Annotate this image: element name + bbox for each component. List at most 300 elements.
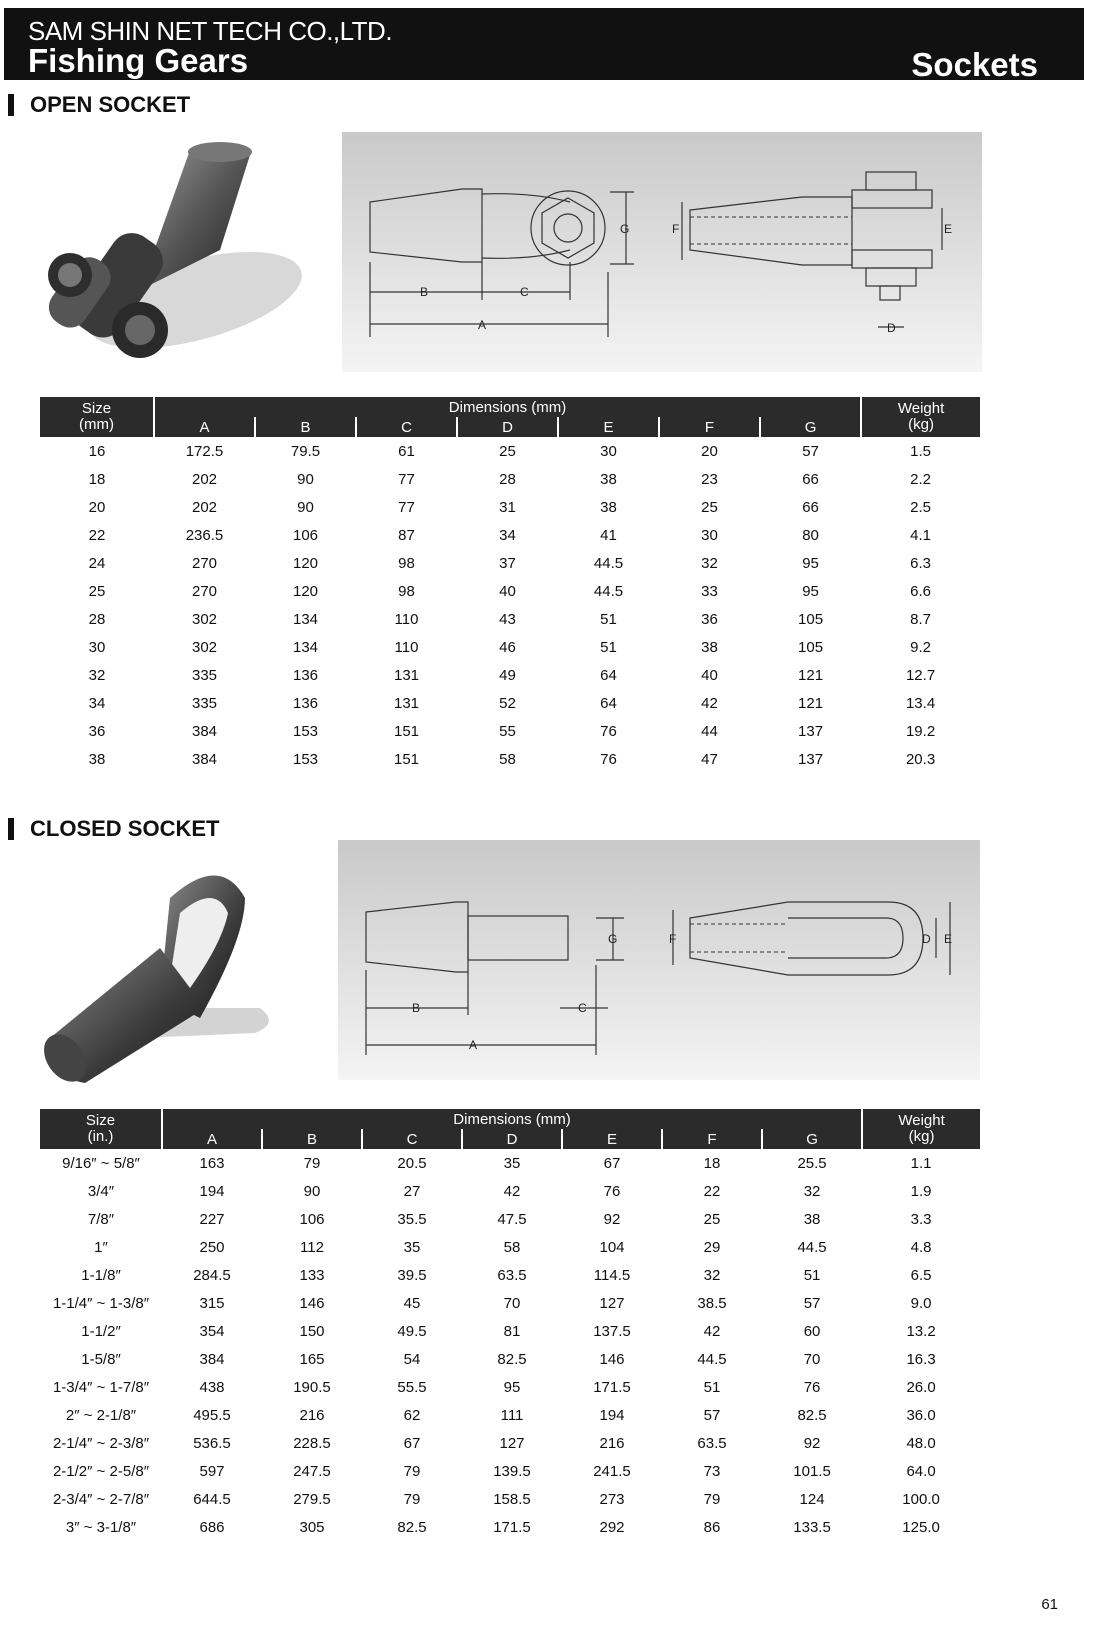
dimension-cell: 38 <box>803 1210 821 1228</box>
dimension-cell: 67 <box>603 1154 621 1172</box>
dimension-cell: 315 <box>199 1294 225 1312</box>
weight-cell: 4.8 <box>910 1238 932 1256</box>
size-cell: 20 <box>88 498 106 516</box>
dimension-cell: 55 <box>499 722 516 740</box>
size-cell: 22 <box>88 526 106 544</box>
heading-bar <box>8 94 14 116</box>
dimension-cell: 95 <box>503 1378 521 1396</box>
dimension-cell: 151 <box>393 722 420 740</box>
dimension-cell: 77 <box>398 498 415 516</box>
dimension-cell: 241.5 <box>593 1462 631 1480</box>
dimension-cell: 44.5 <box>797 1238 827 1256</box>
column-header-g: G <box>762 1129 862 1149</box>
weight-cell: 3.3 <box>910 1210 932 1228</box>
weight-cell: 48.0 <box>906 1434 936 1452</box>
closed-label-f: F <box>669 932 677 946</box>
dimension-cell: 104 <box>599 1238 625 1256</box>
dimension-cell: 171.5 <box>593 1378 631 1396</box>
size-cell: 2-1/4″ ~ 2-3/8″ <box>52 1434 150 1452</box>
closed-label-g: G <box>608 932 618 946</box>
dimension-cell: 110 <box>394 638 419 656</box>
weight-cell: 2.2 <box>910 470 931 488</box>
dimension-cell: 335 <box>191 694 218 712</box>
dimension-cell: 38.5 <box>697 1294 727 1312</box>
column-header-a: A <box>162 1129 262 1149</box>
dimension-cell: 172.5 <box>185 442 224 460</box>
weight-cell: 125.0 <box>902 1518 940 1536</box>
table-row <box>40 437 980 465</box>
dimension-cell: 139.5 <box>493 1462 531 1480</box>
dimension-cell: 137 <box>798 750 824 768</box>
dimension-cell: 64 <box>600 694 617 712</box>
dimension-cell: 60 <box>803 1322 821 1340</box>
dimension-cell: 58 <box>499 750 516 768</box>
weight-cell: 26.0 <box>906 1378 936 1396</box>
dimension-cell: 57 <box>703 1406 721 1424</box>
dimension-cell: 38 <box>701 638 718 656</box>
weight-cell: 8.7 <box>910 610 931 628</box>
dimension-cell: 49.5 <box>397 1322 427 1340</box>
closed-label-e: E <box>944 932 953 946</box>
dimension-cell: 121 <box>798 666 824 684</box>
dimension-cell: 35.5 <box>397 1210 427 1228</box>
size-cell: 2″ ~ 2-1/8″ <box>65 1406 137 1424</box>
dimension-cell: 44.5 <box>593 582 624 600</box>
table-row <box>40 1457 980 1485</box>
dimension-cell: 79 <box>703 1490 721 1508</box>
size-cell: 7/8″ <box>87 1210 115 1228</box>
open-label-g: G <box>620 222 630 236</box>
size-cell: 1-5/8″ <box>81 1350 121 1368</box>
dimension-cell: 131 <box>393 694 420 712</box>
dimension-cell: 279.5 <box>293 1490 331 1508</box>
size-cell: 1-3/4″ ~ 1-7/8″ <box>52 1378 150 1396</box>
size-cell: 1-1/2″ <box>81 1322 121 1340</box>
size-cell: 18 <box>88 470 106 488</box>
size-cell: 30 <box>88 638 106 656</box>
column-header-d: D <box>457 417 558 437</box>
closed-label-c: C <box>578 1001 587 1015</box>
dimension-cell: 106 <box>299 1210 325 1228</box>
closed-socket-photo <box>30 858 290 1088</box>
dimension-cell: 121 <box>798 694 824 712</box>
dimension-cell: 77 <box>398 470 415 488</box>
dimension-cell: 76 <box>600 722 617 740</box>
size-cell: 16 <box>88 442 106 460</box>
dimension-cell: 111 <box>500 1406 524 1424</box>
dimension-cell: 57 <box>802 442 819 460</box>
dimension-cell: 165 <box>299 1350 325 1368</box>
dimension-cell: 284.5 <box>193 1266 231 1284</box>
column-header-g: G <box>760 417 861 437</box>
table-row <box>40 1429 980 1457</box>
weight-cell: 36.0 <box>906 1406 936 1424</box>
dimension-cell: 95 <box>802 554 819 572</box>
dimension-cell: 92 <box>603 1210 621 1228</box>
dimension-cell: 202 <box>191 498 218 516</box>
dimension-cell: 120 <box>292 554 319 572</box>
table-row <box>40 549 980 577</box>
dimension-cell: 42 <box>701 694 718 712</box>
weight-cell: 6.6 <box>910 582 931 600</box>
dimension-cell: 292 <box>599 1518 625 1536</box>
weight-cell: 13.4 <box>905 694 936 712</box>
table-row <box>40 577 980 605</box>
dimension-cell: 38 <box>600 470 617 488</box>
closed-socket-title: CLOSED SOCKET <box>30 816 220 841</box>
table-row <box>40 1401 980 1429</box>
weight-cell: 6.3 <box>910 554 931 572</box>
column-header-f: F <box>659 417 760 437</box>
dimension-cell: 30 <box>600 442 617 460</box>
column-header-c: C <box>356 417 457 437</box>
dimension-cell: 79 <box>403 1462 421 1480</box>
dimension-cell: 66 <box>802 498 819 516</box>
closed-socket-table <box>40 1109 980 1541</box>
dimension-cell: 270 <box>191 554 218 572</box>
dimension-cell: 44 <box>701 722 718 740</box>
weight-cell: 9.2 <box>910 638 931 656</box>
dimension-cell: 384 <box>191 750 218 768</box>
dimension-cell: 40 <box>499 582 516 600</box>
weight-cell: 19.2 <box>905 722 936 740</box>
dimension-cell: 90 <box>297 470 314 488</box>
dimension-cell: 133.5 <box>793 1518 831 1536</box>
weight-cell: 64.0 <box>906 1462 936 1480</box>
weight-cell: 1.1 <box>910 1154 932 1172</box>
dimension-cell: 114.5 <box>593 1266 631 1284</box>
dimension-cell: 384 <box>199 1350 225 1368</box>
closed-label-b: B <box>412 1001 421 1015</box>
dimension-cell: 112 <box>300 1238 324 1256</box>
weight-header: Weight (kg) <box>862 1109 980 1149</box>
dimension-cell: 79 <box>403 1490 421 1508</box>
dimension-cell: 202 <box>191 470 218 488</box>
column-header-b: B <box>262 1129 362 1149</box>
dimension-cell: 247.5 <box>293 1462 331 1480</box>
dimension-cell: 76 <box>600 750 617 768</box>
size-cell: 24 <box>88 554 106 572</box>
size-cell: 1-1/4″ ~ 1-3/8″ <box>52 1294 150 1312</box>
dimension-cell: 190.5 <box>293 1378 331 1396</box>
dimension-cell: 41 <box>600 526 617 544</box>
dimension-cell: 137 <box>798 722 824 740</box>
dimension-cell: 58 <box>503 1238 521 1256</box>
dimension-cell: 36 <box>701 610 718 628</box>
dimension-cell: 131 <box>393 666 420 684</box>
size-cell: 36 <box>88 722 106 740</box>
dimension-cell: 120 <box>292 582 319 600</box>
table-row <box>40 1373 980 1401</box>
dimension-cell: 136 <box>292 666 319 684</box>
dimension-cell: 354 <box>199 1322 225 1340</box>
dimension-cell: 44.5 <box>593 554 624 572</box>
dimension-cell: 34 <box>499 526 516 544</box>
table-row <box>40 745 980 773</box>
closed-label-d: D <box>922 932 931 946</box>
open-socket-heading <box>8 92 190 118</box>
dimension-cell: 250 <box>199 1238 225 1256</box>
dimension-cell: 35 <box>503 1154 521 1172</box>
dimension-cell: 127 <box>499 1434 525 1452</box>
dimension-cell: 23 <box>701 470 718 488</box>
dimension-cell: 98 <box>398 582 415 600</box>
weight-cell: 6.5 <box>910 1266 932 1284</box>
product-line: Fishing Gears <box>28 42 249 79</box>
dimension-cell: 227 <box>199 1210 225 1228</box>
weight-cell: 12.7 <box>905 666 936 684</box>
dimension-cell: 302 <box>191 610 218 628</box>
dimension-cell: 438 <box>199 1378 225 1396</box>
dimension-cell: 39.5 <box>397 1266 427 1284</box>
dimension-cell: 110 <box>394 610 419 628</box>
page-number: 61 <box>1041 1596 1058 1613</box>
dimension-cell: 137.5 <box>593 1322 631 1340</box>
open-label-c: C <box>520 285 529 299</box>
dimension-cell: 25 <box>701 498 718 516</box>
open-label-e: E <box>944 222 953 236</box>
size-cell: 32 <box>88 666 106 684</box>
dimension-cell: 35 <box>403 1238 421 1256</box>
dimension-cell: 49 <box>499 666 516 684</box>
dimension-cell: 57 <box>803 1294 821 1312</box>
dimension-cell: 153 <box>292 750 319 768</box>
dimension-cell: 335 <box>191 666 218 684</box>
dimension-cell: 51 <box>600 610 617 628</box>
dimension-cell: 38 <box>600 498 617 516</box>
size-cell: 38 <box>88 750 106 768</box>
closed-socket-heading <box>8 816 219 842</box>
dimension-cell: 42 <box>503 1182 521 1200</box>
dimension-cell: 171.5 <box>493 1518 531 1536</box>
dimension-cell: 45 <box>403 1294 421 1312</box>
column-header-e: E <box>562 1129 662 1149</box>
dimension-cell: 66 <box>802 470 819 488</box>
dimension-cell: 63.5 <box>497 1266 527 1284</box>
dimension-cell: 82.5 <box>397 1518 427 1536</box>
page-header <box>4 8 1084 83</box>
heading-bar <box>8 818 14 840</box>
dimension-cell: 20 <box>701 442 718 460</box>
dimension-cell: 216 <box>299 1406 325 1424</box>
dimension-cell: 644.5 <box>193 1490 231 1508</box>
dimension-cell: 79 <box>303 1154 321 1172</box>
dimension-cell: 67 <box>403 1434 421 1452</box>
dimension-cell: 51 <box>703 1378 721 1396</box>
dimension-cell: 32 <box>803 1182 821 1200</box>
table-row <box>40 1205 980 1233</box>
dimension-cell: 46 <box>499 638 516 656</box>
dimension-cell: 20.5 <box>397 1154 427 1172</box>
dimension-cell: 73 <box>703 1462 721 1480</box>
dimension-cell: 25.5 <box>797 1154 827 1172</box>
dimension-cell: 33 <box>701 582 718 600</box>
dimension-cell: 597 <box>199 1462 225 1480</box>
weight-cell: 20.3 <box>905 750 936 768</box>
dimension-cell: 106 <box>292 526 319 544</box>
dimensions-header: Dimensions (mm) <box>162 1109 862 1129</box>
size-cell: 3/4″ <box>87 1182 115 1200</box>
dimension-cell: 194 <box>199 1182 225 1200</box>
table-row <box>40 1513 980 1541</box>
column-header-a: A <box>154 417 255 437</box>
size-header: Size (in.) <box>40 1109 162 1149</box>
dimension-cell: 146 <box>299 1294 325 1312</box>
dimension-cell: 51 <box>600 638 617 656</box>
size-cell: 3″ ~ 3-1/8″ <box>65 1518 137 1536</box>
table-row <box>40 1485 980 1513</box>
size-cell: 1″ <box>94 1238 108 1256</box>
dimension-cell: 536.5 <box>193 1434 231 1452</box>
dimension-cell: 61 <box>398 442 415 460</box>
dimension-cell: 22 <box>703 1182 721 1200</box>
dimension-cell: 76 <box>603 1182 621 1200</box>
column-header-c: C <box>362 1129 462 1149</box>
dimension-cell: 51 <box>803 1266 821 1284</box>
weight-cell: 13.2 <box>906 1322 936 1340</box>
dimension-cell: 81 <box>503 1322 521 1340</box>
dimension-cell: 44.5 <box>697 1350 727 1368</box>
dimension-cell: 42 <box>703 1322 721 1340</box>
table-row <box>40 1261 980 1289</box>
open-socket-photo <box>20 130 310 380</box>
dimension-cell: 101.5 <box>793 1462 831 1480</box>
dimension-cell: 52 <box>499 694 516 712</box>
closed-socket-drawing <box>338 840 980 1080</box>
size-header: Size (mm) <box>40 397 154 437</box>
dimension-cell: 54 <box>403 1350 421 1368</box>
dimension-cell: 273 <box>599 1490 625 1508</box>
weight-cell: 1.9 <box>910 1182 932 1200</box>
dimension-cell: 270 <box>191 582 218 600</box>
dimension-cell: 86 <box>703 1518 721 1536</box>
table-row <box>40 1149 980 1177</box>
dimension-cell: 27 <box>403 1182 421 1200</box>
open-socket-title: OPEN SOCKET <box>30 92 191 117</box>
dimension-cell: 134 <box>292 638 319 656</box>
dimension-cell: 32 <box>701 554 718 572</box>
open-label-b: B <box>420 285 429 299</box>
dimension-cell: 82.5 <box>497 1350 527 1368</box>
size-cell: 1-1/8″ <box>81 1266 121 1284</box>
column-header-e: E <box>558 417 659 437</box>
table-row <box>40 717 980 745</box>
open-socket-drawing <box>342 132 982 372</box>
dimension-cell: 95 <box>802 582 819 600</box>
size-cell: 28 <box>88 610 106 628</box>
weight-header: Weight (kg) <box>861 397 980 437</box>
weight-cell: 100.0 <box>902 1490 940 1508</box>
closed-label-a: A <box>469 1038 478 1052</box>
weight-cell: 2.5 <box>910 498 931 516</box>
table-row <box>40 633 980 661</box>
open-label-a: A <box>478 318 487 332</box>
dimensions-header: Dimensions (mm) <box>154 397 861 417</box>
size-cell: 2-3/4″ ~ 2-7/8″ <box>52 1490 150 1508</box>
weight-cell: 1.5 <box>910 442 931 460</box>
dimension-cell: 124 <box>799 1490 825 1508</box>
dimension-cell: 686 <box>199 1518 225 1536</box>
dimension-cell: 92 <box>803 1434 821 1452</box>
dimension-cell: 495.5 <box>193 1406 231 1424</box>
dimension-cell: 90 <box>303 1182 321 1200</box>
column-header-d: D <box>462 1129 562 1149</box>
dimension-cell: 47 <box>701 750 718 768</box>
dimension-cell: 163 <box>199 1154 225 1172</box>
dimension-cell: 29 <box>703 1238 721 1256</box>
dimension-cell: 302 <box>191 638 218 656</box>
dimension-cell: 134 <box>292 610 319 628</box>
dimension-cell: 37 <box>499 554 516 572</box>
company-name: SAM SHIN NET TECH CO.,LTD. <box>28 16 393 46</box>
dimension-cell: 305 <box>299 1518 325 1536</box>
dimension-cell: 40 <box>701 666 718 684</box>
size-cell: 2-1/2″ ~ 2-5/8″ <box>52 1462 150 1480</box>
dimension-cell: 32 <box>703 1266 721 1284</box>
dimension-cell: 79.5 <box>290 442 321 460</box>
open-label-f: F <box>672 222 680 236</box>
open-socket-table <box>40 397 980 773</box>
table-row <box>40 689 980 717</box>
table-row <box>40 1345 980 1373</box>
size-cell: 34 <box>88 694 106 712</box>
dimension-cell: 80 <box>802 526 819 544</box>
dimension-cell: 70 <box>803 1350 821 1368</box>
dimension-cell: 55.5 <box>397 1378 427 1396</box>
weight-cell: 4.1 <box>910 526 931 544</box>
dimension-cell: 43 <box>499 610 516 628</box>
dimension-cell: 76 <box>803 1378 821 1396</box>
table-row <box>40 465 980 493</box>
dimension-cell: 62 <box>403 1406 421 1424</box>
weight-cell: 16.3 <box>906 1350 936 1368</box>
section-title: Sockets <box>911 46 1038 83</box>
dimension-cell: 87 <box>398 526 415 544</box>
dimension-cell: 98 <box>398 554 415 572</box>
weight-cell: 9.0 <box>910 1294 932 1312</box>
dimension-cell: 105 <box>798 638 824 656</box>
dimension-cell: 236.5 <box>185 526 224 544</box>
table-row <box>40 661 980 689</box>
open-label-d: D <box>887 321 896 335</box>
table-row <box>40 605 980 633</box>
dimension-cell: 153 <box>292 722 319 740</box>
dimension-cell: 228.5 <box>293 1434 331 1452</box>
dimension-cell: 18 <box>703 1154 721 1172</box>
dimension-cell: 216 <box>599 1434 625 1452</box>
dimension-cell: 150 <box>299 1322 325 1340</box>
column-header-f: F <box>662 1129 762 1149</box>
dimension-cell: 384 <box>191 722 218 740</box>
dimension-cell: 25 <box>499 442 516 460</box>
dimension-cell: 133 <box>299 1266 325 1284</box>
size-cell: 25 <box>88 582 106 600</box>
dimension-cell: 105 <box>798 610 824 628</box>
table-row <box>40 1289 980 1317</box>
table-row <box>40 1177 980 1205</box>
dimension-cell: 158.5 <box>493 1490 531 1508</box>
size-cell: 9/16″ ~ 5/8″ <box>62 1154 140 1172</box>
dimension-cell: 151 <box>393 750 420 768</box>
table-row <box>40 493 980 521</box>
dimension-cell: 47.5 <box>497 1210 527 1228</box>
dimension-cell: 63.5 <box>697 1434 727 1452</box>
dimension-cell: 82.5 <box>797 1406 827 1424</box>
table-row <box>40 1317 980 1345</box>
dimension-cell: 28 <box>499 470 516 488</box>
dimension-cell: 64 <box>600 666 617 684</box>
dimension-cell: 90 <box>297 498 314 516</box>
